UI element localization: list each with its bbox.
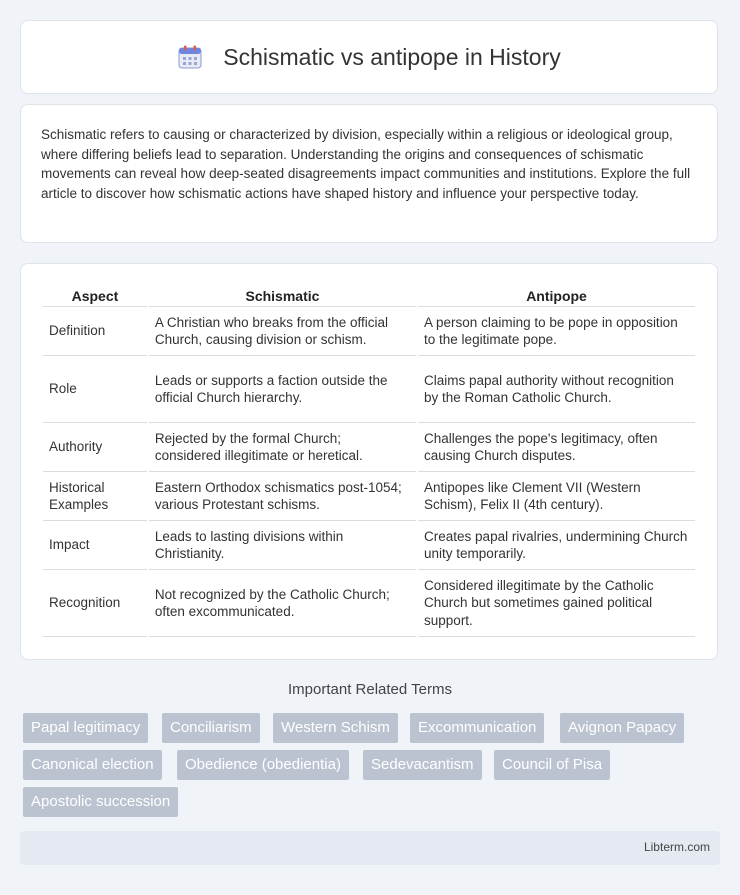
intro-card <box>20 104 718 243</box>
row-aspect: Authority <box>43 423 147 472</box>
page-title: Schismatic vs antipope in History <box>223 43 561 70</box>
table-row <box>43 570 695 637</box>
comparison-card <box>20 263 718 660</box>
row-antipope: Antipopes like Clement VII (Western Schism), Felix II (4th century). <box>418 472 695 521</box>
row-schismatic: Leads or supports a faction outside the official Church hierarchy. <box>149 356 416 423</box>
table-row <box>43 307 695 356</box>
row-antipope: Challenges the pope's legitimacy, often causing Church disputes. <box>418 423 695 472</box>
row-antipope: Considered illegitimate by the Catholic Church but sometimes gained political support. <box>418 570 695 637</box>
related-term-tag[interactable]: Western Schism <box>273 713 398 743</box>
related-term-tag[interactable]: Papal legitimacy <box>23 713 148 743</box>
related-term-tag[interactable]: Sedevacantism <box>363 750 482 780</box>
related-terms-title: Important Related Terms <box>288 681 452 698</box>
related-term-tag[interactable]: Council of Pisa <box>494 750 610 780</box>
row-schismatic: Not recognized by the Catholic Church; often excommunicated. <box>149 570 416 637</box>
related-term-tag[interactable]: Avignon Papacy <box>560 713 684 743</box>
row-schismatic: Leads to lasting divisions within Christianity. <box>149 521 416 570</box>
row-aspect: Role <box>43 356 147 423</box>
table-row <box>43 472 695 521</box>
table-row <box>43 521 695 570</box>
header-card <box>20 20 718 94</box>
comparison-table <box>41 282 697 637</box>
header-aspect: Aspect <box>43 282 147 307</box>
row-antipope: Creates papal rivalries, undermining Church unity temporarily. <box>418 521 695 570</box>
related-term-tag[interactable]: Apostolic succession <box>23 787 178 817</box>
calendar-icon <box>177 44 203 70</box>
row-aspect: Recognition <box>43 570 147 637</box>
row-antipope: Claims papal authority without recognition by the Roman Catholic Church. <box>418 356 695 423</box>
table-row <box>43 423 695 472</box>
related-term-tag[interactable]: Obedience (obedientia) <box>177 750 349 780</box>
row-antipope: A person claiming to be pope in opposition to the legitimate pope. <box>418 307 695 356</box>
header-schismatic: Schismatic <box>149 282 416 307</box>
header-antipope: Antipope <box>418 282 695 307</box>
related-term-tag[interactable]: Excommunication <box>410 713 544 743</box>
table-row <box>43 356 695 423</box>
related-term-tag[interactable]: Canonical election <box>23 750 162 780</box>
row-schismatic: Rejected by the formal Church; considered illegitimate or heretical. <box>149 423 416 472</box>
row-aspect: Historical Examples <box>43 472 147 521</box>
row-aspect: Impact <box>43 521 147 570</box>
footer-site-link[interactable]: Libterm.com <box>643 840 710 854</box>
table-header-row <box>43 282 695 307</box>
row-schismatic: A Christian who breaks from the official Church, causing division or schism. <box>149 307 416 356</box>
row-schismatic: Eastern Orthodox schismatics post-1054; various Protestant schisms. <box>149 472 416 521</box>
intro-text: Schismatic refers to causing or characterized by division, especially within a religious or ideological group, where differing beliefs lead to separation. Understanding the origins and consequences of schismatic movements can reveal how deep-seated disagreements impact communities and institutions. Explore the full article to discover how schismatic actions have shaped history and influence your perspective today. <box>41 127 691 201</box>
row-aspect: Definition <box>43 307 147 356</box>
footer <box>20 831 720 865</box>
related-term-tag[interactable]: Conciliarism <box>162 713 260 743</box>
